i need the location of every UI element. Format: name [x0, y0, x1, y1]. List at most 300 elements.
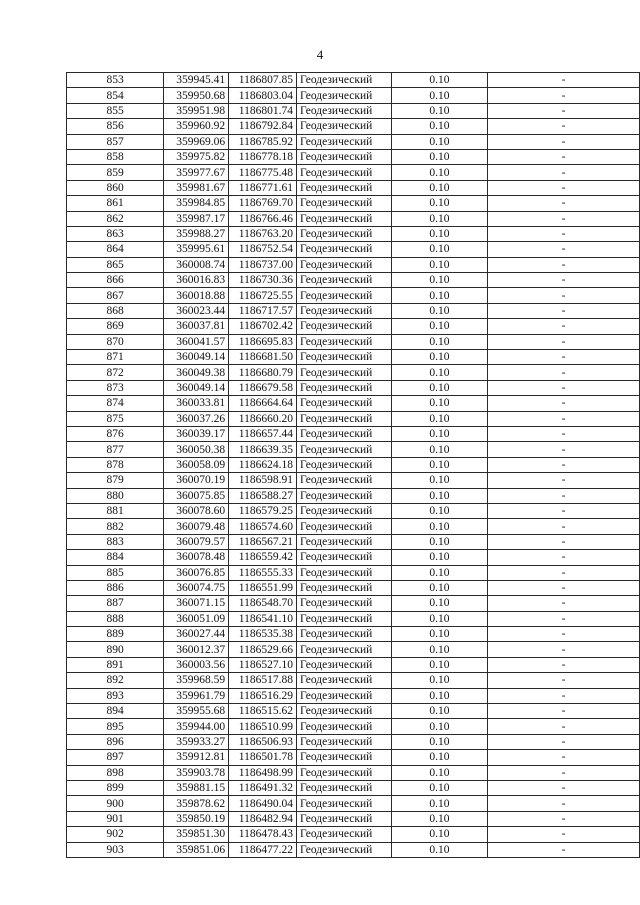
- accuracy-cell: 0.10: [391, 534, 487, 549]
- x-coordinate-cell: 359975.82: [164, 149, 229, 164]
- note-cell: -: [488, 180, 640, 195]
- note-cell: -: [488, 411, 640, 426]
- table-row: [67, 149, 640, 164]
- method-cell: Геодезический: [297, 442, 392, 457]
- x-coordinate-cell: 360023.44: [164, 303, 229, 318]
- y-coordinate-cell: 1186527.10: [229, 657, 297, 672]
- point-number-cell: 887: [67, 596, 164, 611]
- point-number-cell: 874: [67, 396, 164, 411]
- point-number-cell: 868: [67, 303, 164, 318]
- table-row: [67, 242, 640, 257]
- note-cell: -: [488, 488, 640, 503]
- note-cell: -: [488, 473, 640, 488]
- method-cell: Геодезический: [297, 319, 392, 334]
- method-cell: Геодезический: [297, 457, 392, 472]
- note-cell: -: [488, 442, 640, 457]
- method-cell: Геодезический: [297, 673, 392, 688]
- method-cell: Геодезический: [297, 827, 392, 842]
- point-number-cell: 901: [67, 811, 164, 826]
- x-coordinate-cell: 359903.78: [164, 765, 229, 780]
- method-cell: Геодезический: [297, 473, 392, 488]
- table-row: [67, 688, 640, 703]
- note-cell: -: [488, 580, 640, 595]
- x-coordinate-cell: 359960.92: [164, 119, 229, 134]
- y-coordinate-cell: 1186541.10: [229, 611, 297, 626]
- y-coordinate-cell: 1186657.44: [229, 426, 297, 441]
- method-cell: Геодезический: [297, 780, 392, 795]
- method-cell: Геодезический: [297, 273, 392, 288]
- y-coordinate-cell: 1186551.99: [229, 580, 297, 595]
- accuracy-cell: 0.10: [391, 765, 487, 780]
- y-coordinate-cell: 1186579.25: [229, 503, 297, 518]
- table-row: [67, 657, 640, 672]
- method-cell: Геодезический: [297, 642, 392, 657]
- method-cell: Геодезический: [297, 380, 392, 395]
- y-coordinate-cell: 1186702.42: [229, 319, 297, 334]
- note-cell: -: [488, 611, 640, 626]
- accuracy-cell: 0.10: [391, 580, 487, 595]
- x-coordinate-cell: 360016.83: [164, 273, 229, 288]
- x-coordinate-cell: 359987.17: [164, 211, 229, 226]
- x-coordinate-cell: 359851.06: [164, 842, 229, 857]
- method-cell: Геодезический: [297, 180, 392, 195]
- note-cell: -: [488, 242, 640, 257]
- accuracy-cell: 0.10: [391, 88, 487, 103]
- y-coordinate-cell: 1186506.93: [229, 734, 297, 749]
- note-cell: -: [488, 704, 640, 719]
- y-coordinate-cell: 1186491.32: [229, 780, 297, 795]
- y-coordinate-cell: 1186498.99: [229, 765, 297, 780]
- accuracy-cell: 0.10: [391, 688, 487, 703]
- y-coordinate-cell: 1186792.84: [229, 119, 297, 134]
- x-coordinate-cell: 359912.81: [164, 750, 229, 765]
- accuracy-cell: 0.10: [391, 842, 487, 857]
- accuracy-cell: 0.10: [391, 319, 487, 334]
- x-coordinate-cell: 360058.09: [164, 457, 229, 472]
- point-number-cell: 869: [67, 319, 164, 334]
- note-cell: -: [488, 396, 640, 411]
- table-row: [67, 827, 640, 842]
- method-cell: Геодезический: [297, 503, 392, 518]
- y-coordinate-cell: 1186769.70: [229, 196, 297, 211]
- y-coordinate-cell: 1186515.62: [229, 704, 297, 719]
- method-cell: Геодезический: [297, 842, 392, 857]
- y-coordinate-cell: 1186771.61: [229, 180, 297, 195]
- method-cell: Геодезический: [297, 334, 392, 349]
- point-number-cell: 899: [67, 780, 164, 795]
- point-number-cell: 880: [67, 488, 164, 503]
- x-coordinate-cell: 359878.62: [164, 796, 229, 811]
- y-coordinate-cell: 1186529.66: [229, 642, 297, 657]
- accuracy-cell: 0.10: [391, 704, 487, 719]
- accuracy-cell: 0.10: [391, 103, 487, 118]
- table-row: [67, 580, 640, 595]
- x-coordinate-cell: 359977.67: [164, 165, 229, 180]
- x-coordinate-cell: 360033.81: [164, 396, 229, 411]
- point-number-cell: 894: [67, 704, 164, 719]
- table-row: [67, 519, 640, 534]
- method-cell: Геодезический: [297, 350, 392, 365]
- y-coordinate-cell: 1186725.55: [229, 288, 297, 303]
- table-row: [67, 288, 640, 303]
- method-cell: Геодезический: [297, 134, 392, 149]
- point-number-cell: 872: [67, 365, 164, 380]
- table-row: [67, 565, 640, 580]
- method-cell: Геодезический: [297, 303, 392, 318]
- y-coordinate-cell: 1186516.29: [229, 688, 297, 703]
- table-row: [67, 811, 640, 826]
- accuracy-cell: 0.10: [391, 411, 487, 426]
- point-number-cell: 892: [67, 673, 164, 688]
- point-number-cell: 860: [67, 180, 164, 195]
- accuracy-cell: 0.10: [391, 611, 487, 626]
- accuracy-cell: 0.10: [391, 73, 487, 88]
- y-coordinate-cell: 1186482.94: [229, 811, 297, 826]
- y-coordinate-cell: 1186598.91: [229, 473, 297, 488]
- y-coordinate-cell: 1186778.18: [229, 149, 297, 164]
- method-cell: Геодезический: [297, 119, 392, 134]
- accuracy-cell: 0.10: [391, 780, 487, 795]
- x-coordinate-cell: 360078.60: [164, 503, 229, 518]
- point-number-cell: 876: [67, 426, 164, 441]
- point-number-cell: 864: [67, 242, 164, 257]
- method-cell: Геодезический: [297, 257, 392, 272]
- table-row: [67, 780, 640, 795]
- method-cell: Геодезический: [297, 704, 392, 719]
- x-coordinate-cell: 359944.00: [164, 719, 229, 734]
- note-cell: -: [488, 380, 640, 395]
- method-cell: Геодезический: [297, 519, 392, 534]
- y-coordinate-cell: 1186664.64: [229, 396, 297, 411]
- accuracy-cell: 0.10: [391, 149, 487, 164]
- note-cell: -: [488, 627, 640, 642]
- table-row: [67, 257, 640, 272]
- table-row: [67, 534, 640, 549]
- point-number-cell: 903: [67, 842, 164, 857]
- method-cell: Геодезический: [297, 242, 392, 257]
- point-number-cell: 875: [67, 411, 164, 426]
- point-number-cell: 863: [67, 226, 164, 241]
- point-number-cell: 877: [67, 442, 164, 457]
- method-cell: Геодезический: [297, 688, 392, 703]
- table-row: [67, 503, 640, 518]
- x-coordinate-cell: 359851.30: [164, 827, 229, 842]
- table-row: [67, 211, 640, 226]
- accuracy-cell: 0.10: [391, 734, 487, 749]
- point-number-cell: 881: [67, 503, 164, 518]
- accuracy-cell: 0.10: [391, 488, 487, 503]
- x-coordinate-cell: 359850.19: [164, 811, 229, 826]
- method-cell: Геодезический: [297, 565, 392, 580]
- table-row: [67, 488, 640, 503]
- table-row: [67, 134, 640, 149]
- note-cell: -: [488, 596, 640, 611]
- y-coordinate-cell: 1186803.04: [229, 88, 297, 103]
- accuracy-cell: 0.10: [391, 257, 487, 272]
- x-coordinate-cell: 359995.61: [164, 242, 229, 257]
- x-coordinate-cell: 360003.56: [164, 657, 229, 672]
- method-cell: Геодезический: [297, 719, 392, 734]
- y-coordinate-cell: 1186660.20: [229, 411, 297, 426]
- point-number-cell: 898: [67, 765, 164, 780]
- point-number-cell: 871: [67, 350, 164, 365]
- note-cell: -: [488, 211, 640, 226]
- point-number-cell: 855: [67, 103, 164, 118]
- point-number-cell: 883: [67, 534, 164, 549]
- x-coordinate-cell: 359981.67: [164, 180, 229, 195]
- note-cell: -: [488, 780, 640, 795]
- table-row: [67, 180, 640, 195]
- y-coordinate-cell: 1186535.38: [229, 627, 297, 642]
- x-coordinate-cell: 360074.75: [164, 580, 229, 595]
- table-row: [67, 73, 640, 88]
- y-coordinate-cell: 1186766.46: [229, 211, 297, 226]
- x-coordinate-cell: 360051.09: [164, 611, 229, 626]
- accuracy-cell: 0.10: [391, 657, 487, 672]
- note-cell: -: [488, 119, 640, 134]
- note-cell: -: [488, 350, 640, 365]
- y-coordinate-cell: 1186588.27: [229, 488, 297, 503]
- table-row: [67, 303, 640, 318]
- y-coordinate-cell: 1186785.92: [229, 134, 297, 149]
- point-number-cell: 882: [67, 519, 164, 534]
- table-row: [67, 319, 640, 334]
- point-number-cell: 884: [67, 550, 164, 565]
- note-cell: -: [488, 103, 640, 118]
- x-coordinate-cell: 360049.38: [164, 365, 229, 380]
- table-row: [67, 426, 640, 441]
- x-coordinate-cell: 360008.74: [164, 257, 229, 272]
- x-coordinate-cell: 360018.88: [164, 288, 229, 303]
- note-cell: -: [488, 657, 640, 672]
- table-row: [67, 750, 640, 765]
- note-cell: -: [488, 303, 640, 318]
- table-row: [67, 226, 640, 241]
- point-number-cell: 862: [67, 211, 164, 226]
- note-cell: -: [488, 165, 640, 180]
- table-row: [67, 365, 640, 380]
- y-coordinate-cell: 1186501.78: [229, 750, 297, 765]
- note-cell: -: [488, 149, 640, 164]
- note-cell: -: [488, 565, 640, 580]
- note-cell: -: [488, 811, 640, 826]
- note-cell: -: [488, 196, 640, 211]
- method-cell: Геодезический: [297, 596, 392, 611]
- table-row: [67, 796, 640, 811]
- y-coordinate-cell: 1186752.54: [229, 242, 297, 257]
- table-row: [67, 842, 640, 857]
- note-cell: -: [488, 534, 640, 549]
- y-coordinate-cell: 1186510.99: [229, 719, 297, 734]
- table-row: [67, 334, 640, 349]
- note-cell: -: [488, 334, 640, 349]
- point-number-cell: 893: [67, 688, 164, 703]
- note-cell: -: [488, 134, 640, 149]
- point-number-cell: 890: [67, 642, 164, 657]
- y-coordinate-cell: 1186717.57: [229, 303, 297, 318]
- y-coordinate-cell: 1186807.85: [229, 73, 297, 88]
- x-coordinate-cell: 359951.98: [164, 103, 229, 118]
- y-coordinate-cell: 1186775.48: [229, 165, 297, 180]
- method-cell: Геодезический: [297, 103, 392, 118]
- accuracy-cell: 0.10: [391, 642, 487, 657]
- method-cell: Геодезический: [297, 396, 392, 411]
- x-coordinate-cell: 360079.57: [164, 534, 229, 549]
- x-coordinate-cell: 359881.15: [164, 780, 229, 795]
- point-number-cell: 888: [67, 611, 164, 626]
- method-cell: Геодезический: [297, 611, 392, 626]
- accuracy-cell: 0.10: [391, 550, 487, 565]
- method-cell: Геодезический: [297, 734, 392, 749]
- table-row: [67, 196, 640, 211]
- x-coordinate-cell: 360076.85: [164, 565, 229, 580]
- note-cell: -: [488, 226, 640, 241]
- table-row: [67, 596, 640, 611]
- accuracy-cell: 0.10: [391, 334, 487, 349]
- method-cell: Геодезический: [297, 165, 392, 180]
- note-cell: -: [488, 719, 640, 734]
- method-cell: Геодезический: [297, 365, 392, 380]
- note-cell: -: [488, 734, 640, 749]
- point-number-cell: 870: [67, 334, 164, 349]
- table-row: [67, 627, 640, 642]
- x-coordinate-cell: 360079.48: [164, 519, 229, 534]
- table-row: [67, 380, 640, 395]
- x-coordinate-cell: 359984.85: [164, 196, 229, 211]
- x-coordinate-cell: 360049.14: [164, 350, 229, 365]
- method-cell: Геодезический: [297, 580, 392, 595]
- accuracy-cell: 0.10: [391, 442, 487, 457]
- x-coordinate-cell: 359988.27: [164, 226, 229, 241]
- point-number-cell: 895: [67, 719, 164, 734]
- y-coordinate-cell: 1186737.00: [229, 257, 297, 272]
- accuracy-cell: 0.10: [391, 396, 487, 411]
- x-coordinate-cell: 359950.68: [164, 88, 229, 103]
- table-row: [67, 673, 640, 688]
- table-row: [67, 442, 640, 457]
- table-row: [67, 396, 640, 411]
- method-cell: Геодезический: [297, 411, 392, 426]
- point-number-cell: 886: [67, 580, 164, 595]
- point-number-cell: 866: [67, 273, 164, 288]
- note-cell: -: [488, 88, 640, 103]
- x-coordinate-cell: 359933.27: [164, 734, 229, 749]
- accuracy-cell: 0.10: [391, 211, 487, 226]
- note-cell: -: [488, 673, 640, 688]
- x-coordinate-cell: 360075.85: [164, 488, 229, 503]
- point-number-cell: 867: [67, 288, 164, 303]
- point-number-cell: 879: [67, 473, 164, 488]
- point-number-cell: 861: [67, 196, 164, 211]
- y-coordinate-cell: 1186695.83: [229, 334, 297, 349]
- note-cell: -: [488, 457, 640, 472]
- note-cell: -: [488, 796, 640, 811]
- method-cell: Геодезический: [297, 149, 392, 164]
- x-coordinate-cell: 359945.41: [164, 73, 229, 88]
- point-number-cell: 885: [67, 565, 164, 580]
- accuracy-cell: 0.10: [391, 457, 487, 472]
- method-cell: Геодезический: [297, 211, 392, 226]
- accuracy-cell: 0.10: [391, 226, 487, 241]
- note-cell: -: [488, 550, 640, 565]
- method-cell: Геодезический: [297, 550, 392, 565]
- accuracy-cell: 0.10: [391, 242, 487, 257]
- point-number-cell: 856: [67, 119, 164, 134]
- x-coordinate-cell: 360050.38: [164, 442, 229, 457]
- point-number-cell: 858: [67, 149, 164, 164]
- note-cell: -: [488, 73, 640, 88]
- method-cell: Геодезический: [297, 765, 392, 780]
- table-row: [67, 704, 640, 719]
- table-row: [67, 734, 640, 749]
- table-row: [67, 273, 640, 288]
- y-coordinate-cell: 1186801.74: [229, 103, 297, 118]
- x-coordinate-cell: 360078.48: [164, 550, 229, 565]
- point-number-cell: 902: [67, 827, 164, 842]
- table-row: [67, 611, 640, 626]
- y-coordinate-cell: 1186624.18: [229, 457, 297, 472]
- y-coordinate-cell: 1186490.04: [229, 796, 297, 811]
- point-number-cell: 891: [67, 657, 164, 672]
- note-cell: -: [488, 365, 640, 380]
- accuracy-cell: 0.10: [391, 503, 487, 518]
- method-cell: Геодезический: [297, 73, 392, 88]
- accuracy-cell: 0.10: [391, 796, 487, 811]
- y-coordinate-cell: 1186559.42: [229, 550, 297, 565]
- accuracy-cell: 0.10: [391, 811, 487, 826]
- accuracy-cell: 0.10: [391, 719, 487, 734]
- accuracy-cell: 0.10: [391, 196, 487, 211]
- x-coordinate-cell: 360049.14: [164, 380, 229, 395]
- method-cell: Геодезический: [297, 488, 392, 503]
- note-cell: -: [488, 519, 640, 534]
- accuracy-cell: 0.10: [391, 119, 487, 134]
- accuracy-cell: 0.10: [391, 750, 487, 765]
- accuracy-cell: 0.10: [391, 596, 487, 611]
- point-number-cell: 854: [67, 88, 164, 103]
- point-number-cell: 900: [67, 796, 164, 811]
- method-cell: Геодезический: [297, 796, 392, 811]
- point-number-cell: 853: [67, 73, 164, 88]
- accuracy-cell: 0.10: [391, 134, 487, 149]
- accuracy-cell: 0.10: [391, 673, 487, 688]
- y-coordinate-cell: 1186679.58: [229, 380, 297, 395]
- accuracy-cell: 0.10: [391, 165, 487, 180]
- method-cell: Геодезический: [297, 811, 392, 826]
- table-row: [67, 719, 640, 734]
- method-cell: Геодезический: [297, 226, 392, 241]
- x-coordinate-cell: 360027.44: [164, 627, 229, 642]
- accuracy-cell: 0.10: [391, 827, 487, 842]
- point-number-cell: 857: [67, 134, 164, 149]
- y-coordinate-cell: 1186478.43: [229, 827, 297, 842]
- accuracy-cell: 0.10: [391, 627, 487, 642]
- accuracy-cell: 0.10: [391, 180, 487, 195]
- y-coordinate-cell: 1186730.36: [229, 273, 297, 288]
- note-cell: -: [488, 827, 640, 842]
- method-cell: Геодезический: [297, 426, 392, 441]
- table-row: [67, 88, 640, 103]
- note-cell: -: [488, 288, 640, 303]
- method-cell: Геодезический: [297, 627, 392, 642]
- point-number-cell: 878: [67, 457, 164, 472]
- table-row: [67, 550, 640, 565]
- note-cell: -: [488, 688, 640, 703]
- x-coordinate-cell: 360037.26: [164, 411, 229, 426]
- y-coordinate-cell: 1186477.22: [229, 842, 297, 857]
- note-cell: -: [488, 642, 640, 657]
- method-cell: Геодезический: [297, 750, 392, 765]
